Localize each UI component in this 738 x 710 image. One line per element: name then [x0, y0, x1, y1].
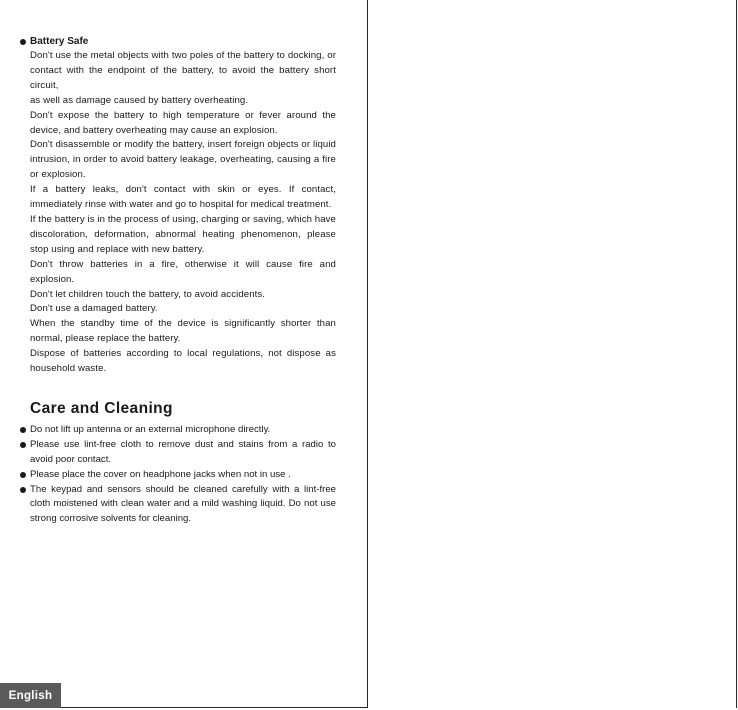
care-item-text: The keypad and sensors should be cleaned carefully with a lint-free cloth moistened with clean water and a mild washing liquid. Do not use strong corrosive solvents for cleaning. — [30, 483, 336, 525]
bullet-icon — [20, 39, 26, 45]
battery-paragraph: as well as damage caused by battery overheating. — [30, 94, 249, 106]
battery-paragraph: If the battery is in the process of using, charging or saving, which have discoloration, deformation, abnormal heating phenomenon, please stop using and replace with new battery. — [30, 213, 336, 255]
care-item-text: Do not lift up antenna or an external microphone directly. — [30, 423, 271, 435]
care-list-item — [20, 423, 336, 438]
bullet-icon — [20, 442, 26, 448]
battery-paragraph: When the standby time of the device is significantly shorter than normal, please replace the battery. — [30, 318, 336, 345]
battery-paragraph: Don't let children touch the battery, to avoid accidents. — [30, 288, 266, 300]
right-page-blank — [369, 0, 737, 708]
battery-safe-heading — [20, 35, 336, 49]
bullet-icon — [20, 487, 26, 493]
care-item-text: Please use lint-free cloth to remove dust and stains from a radio to avoid poor contact. — [30, 438, 336, 465]
care-list-item — [20, 468, 336, 483]
left-page — [0, 0, 368, 708]
battery-safe-heading-text: Battery Safe — [30, 36, 89, 47]
battery-paragraph: Dispose of batteries according to local regulations, not dispose as household waste. — [30, 348, 336, 375]
care-item-text: Please place the cover on headphone jacks when not in use . — [30, 468, 291, 480]
language-tab: English — [0, 683, 61, 708]
bullet-icon — [20, 472, 26, 478]
care-list-item — [20, 438, 336, 468]
battery-paragraph: Don't throw batteries in a fire, otherwise it will cause fire and explosion. — [30, 258, 336, 285]
battery-paragraph: Don't expose the battery to high temperature or fever around the device, and battery overheating may cause an explosion. — [30, 109, 336, 136]
bullet-icon — [20, 427, 26, 433]
battery-paragraph: If a battery leaks, don't contact with skin or eyes. If contact, immediately rinse with water and go to hospital for medical treatment. — [30, 184, 336, 211]
page-content — [20, 35, 336, 527]
battery-paragraph: Don't use a damaged battery. — [30, 303, 158, 315]
care-cleaning-title: Care and Cleaning — [30, 399, 173, 417]
battery-paragraph: Don't use the metal objects with two poles of the battery to docking, or contact with the endpoint of the battery, to avoid the battery short circuit, — [30, 50, 336, 91]
battery-paragraph: Don't disassemble or modify the battery, insert foreign objects or liquid intrusion, in order to avoid battery leakage, overheating, causing a fire or explosion. — [30, 139, 336, 181]
care-list-item — [20, 483, 336, 528]
care-list — [20, 423, 336, 527]
